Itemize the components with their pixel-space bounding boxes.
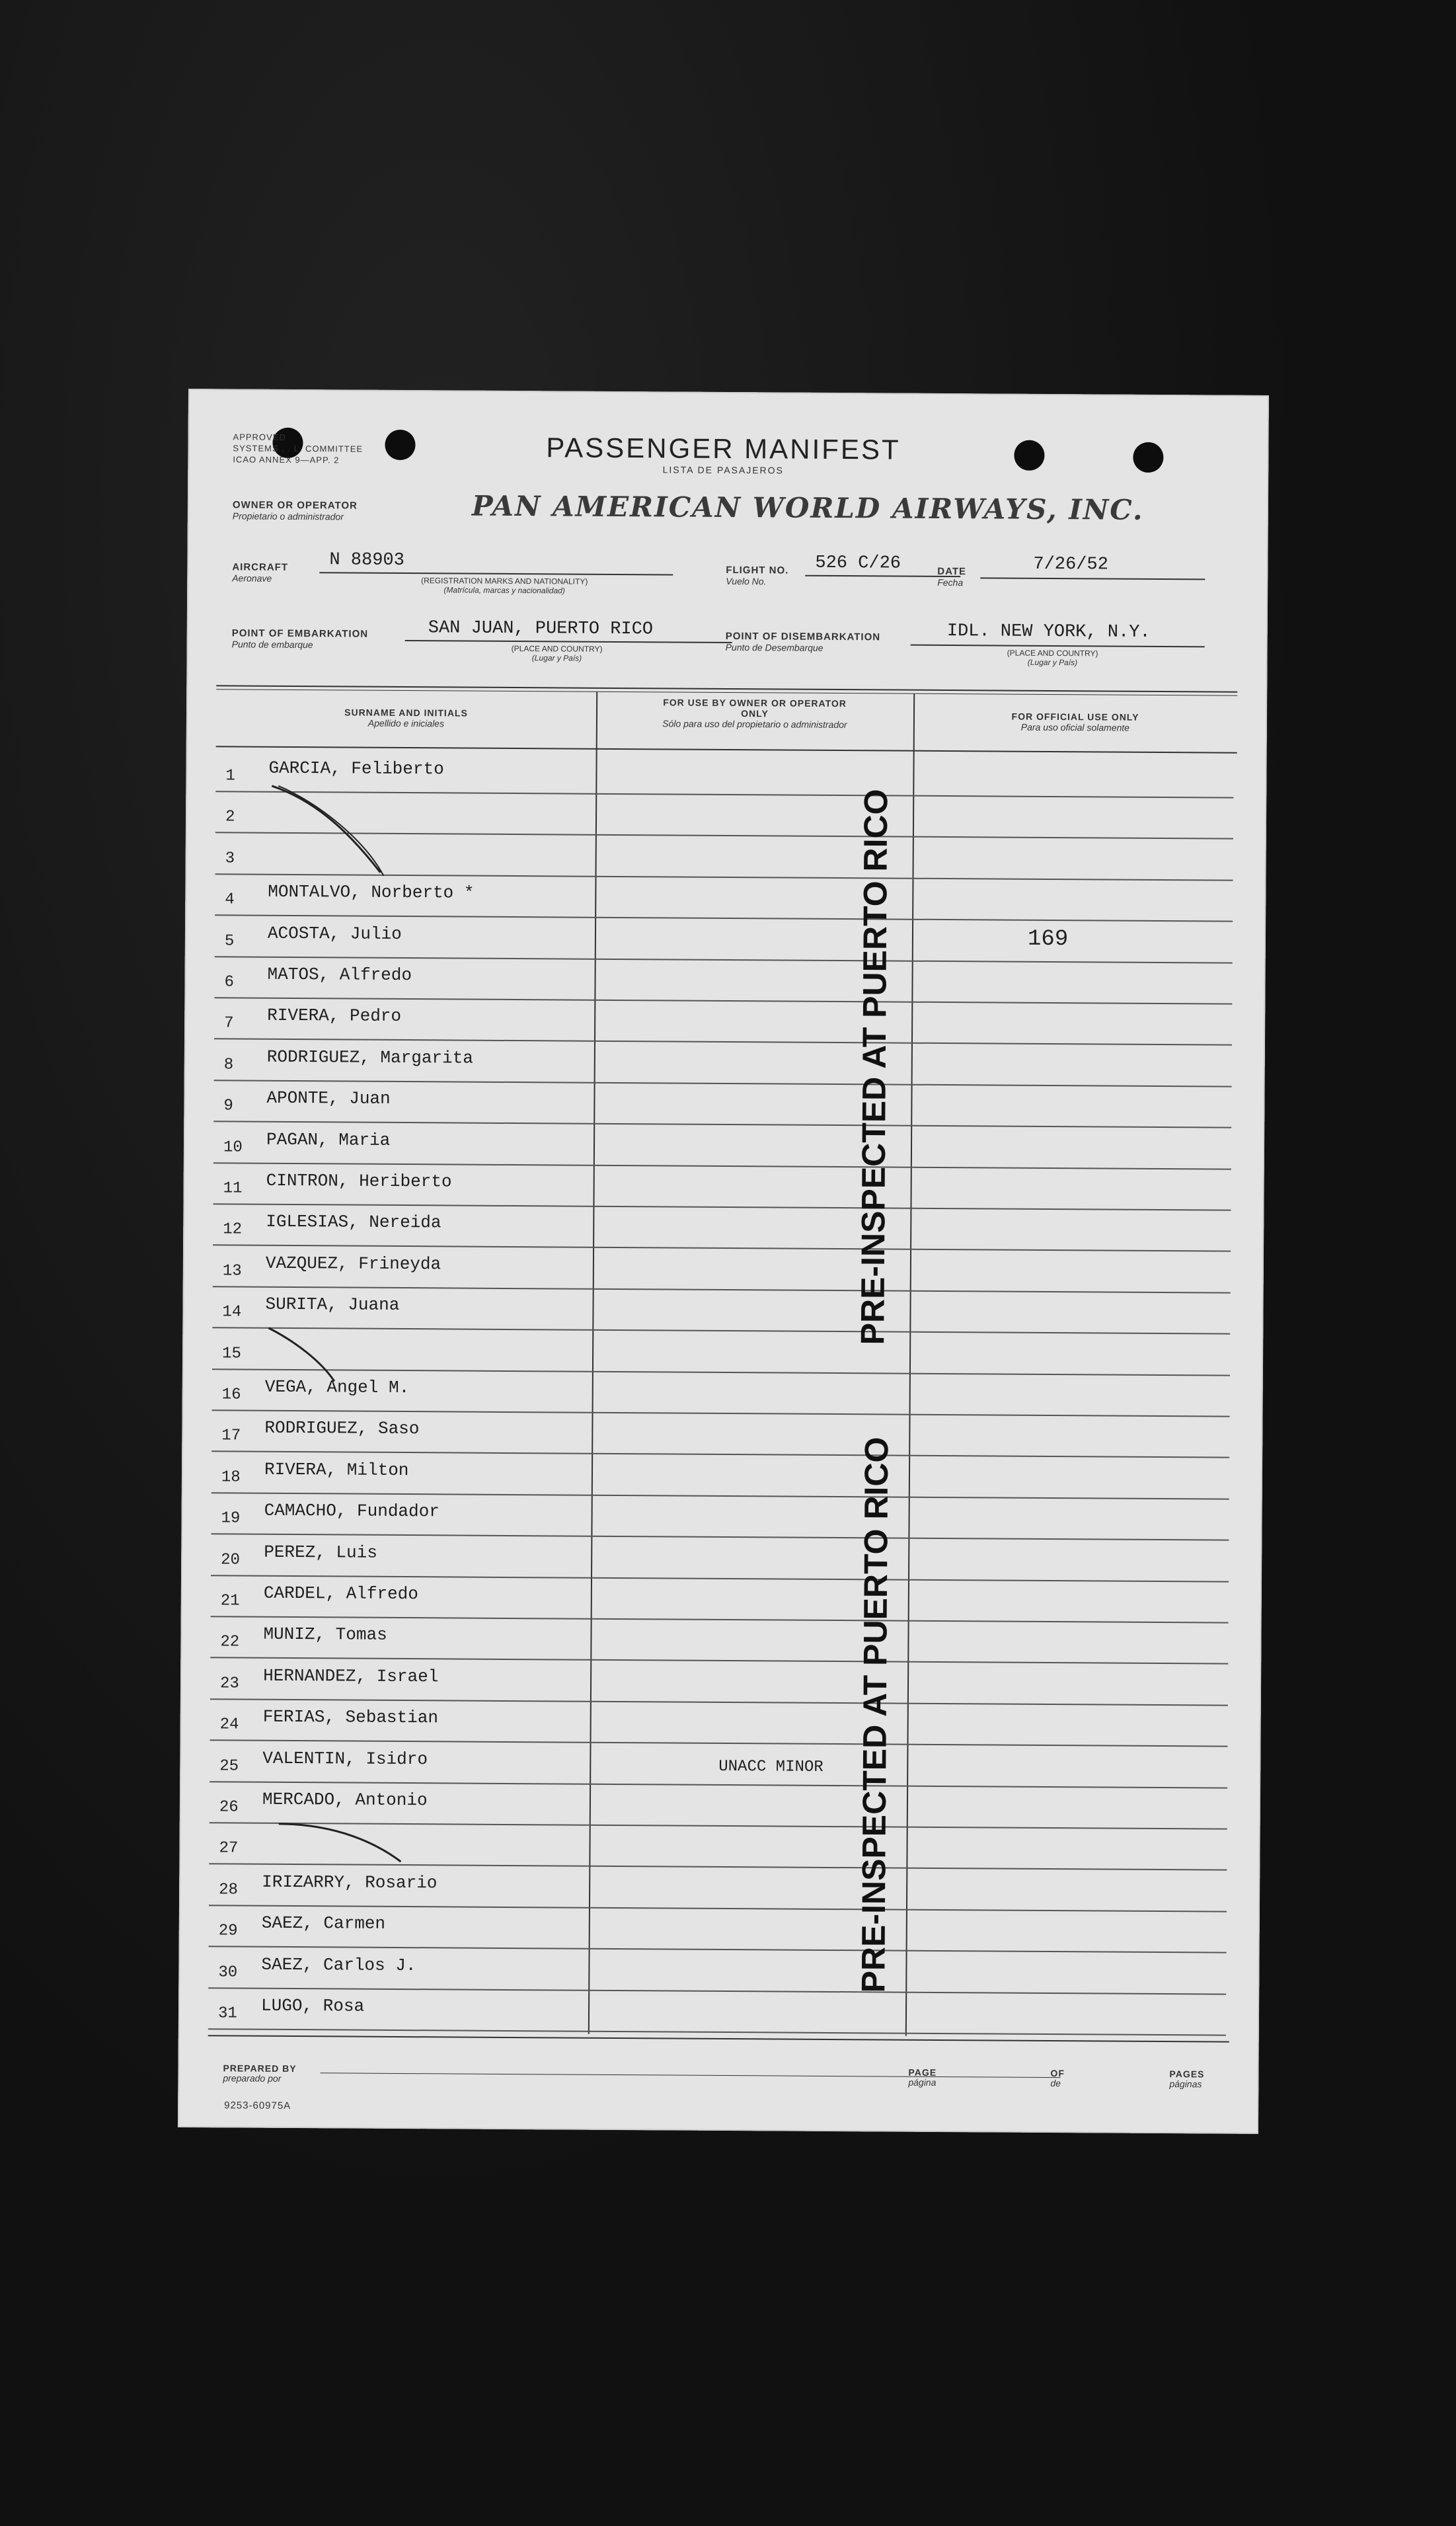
row-number: 10 [223, 1138, 243, 1157]
passenger-name: MUNIZ, Tomas [263, 1624, 387, 1645]
passenger-name: GARCIA, Feliberto [268, 758, 444, 779]
row-number: 14 [222, 1303, 242, 1322]
column-header-official: FOR OFFICIAL USE ONLY Para uso oficial solamente [1011, 711, 1139, 733]
passenger-name: PAGAN, Maria [266, 1129, 391, 1150]
column-header-surname: SURNAME AND INITIALS Apellido e iniciales [344, 707, 468, 729]
passenger-name: RODRIGUEZ, Margarita [266, 1046, 473, 1068]
approval-line: SYSTEMS . . L. COMMITTEE [233, 443, 364, 454]
owner-label: OWNER OR OPERATOR Propietario o administrador [232, 499, 358, 522]
passenger-name: CARDEL, Alfredo [263, 1583, 419, 1604]
page-label: PAGE página [908, 2067, 937, 2088]
passenger-name: RIVERA, Pedro [267, 1006, 402, 1027]
preinspected-stamp: PRE-INSPECTED AT PUERTO RICO [854, 789, 895, 1345]
official-note: 169 [1027, 926, 1069, 952]
strike-mark [268, 1328, 334, 1382]
strike-mark [278, 1824, 401, 1862]
of-label: OF de [1050, 2068, 1065, 2089]
passenger-name: IGLESIAS, Nereida [266, 1212, 441, 1233]
passenger-name: RODRIGUEZ, Saso [264, 1418, 420, 1439]
passenger-name: SAEZ, Carmen [261, 1913, 386, 1934]
row-number: 30 [218, 1963, 238, 1982]
flight-value: 526 C/26 [815, 553, 901, 574]
row-number: 1 [225, 767, 235, 785]
passenger-name: ACOSTA, Julio [267, 923, 402, 944]
form-title: PASSENGER MANIFEST [546, 432, 901, 465]
strike-marks [178, 389, 1269, 2134]
passenger-name: SURITA, Juana [265, 1294, 400, 1316]
owner-value: PAN AMERICAN WORLD AIRWAYS, INC. [471, 489, 1144, 526]
row-number: 9 [223, 1097, 233, 1115]
preinspected-stamp: PRE-INSPECTED AT PUERTO RICO [855, 1437, 896, 1993]
passenger-name: MATOS, Alfredo [267, 964, 412, 986]
passenger-name: VALENTIN, Isidro [262, 1748, 428, 1769]
owner-note: UNACC MINOR [718, 1757, 824, 1776]
disembark-value: IDL. NEW YORK, N.Y. [946, 621, 1151, 643]
row-number: 17 [221, 1427, 241, 1445]
passenger-name: MERCADO, Antonio [262, 1789, 428, 1811]
row-number: 29 [218, 1922, 238, 1940]
passenger-name: VAZQUEZ, Frineyda [265, 1253, 441, 1275]
passenger-name: FERIAS, Sebastian [262, 1706, 439, 1728]
row-number: 31 [217, 2004, 237, 2023]
row-number: 6 [224, 973, 235, 992]
passenger-name: HERNANDEZ, Israel [263, 1665, 439, 1687]
passenger-name: PEREZ, Luis [264, 1542, 377, 1563]
strike-mark [278, 786, 385, 876]
aircraft-label: AIRCRAFT Aeronave [232, 561, 289, 584]
passenger-name: RIVERA, Milton [264, 1459, 409, 1480]
passenger-name: CAMACHO, Fundador [264, 1500, 440, 1522]
row-number: 3 [225, 849, 235, 868]
passenger-name: SAEZ, Carlos J. [261, 1954, 416, 1975]
row-number: 26 [219, 1798, 239, 1817]
row-number: 25 [219, 1756, 239, 1776]
row-number: 12 [223, 1220, 243, 1239]
passenger-name: VEGA, Angel M. [264, 1376, 410, 1398]
column-header-owner: FOR USE BY OWNER OR OPERATOR ONLY Sólo para uso del propietario o administrador [662, 697, 847, 730]
date-label: DATE Fecha [937, 565, 967, 588]
row-number: 22 [220, 1633, 240, 1651]
row-number: 11 [223, 1179, 243, 1198]
disembark-sub: (PLACE AND COUNTRY) (Lugar y País) [1007, 648, 1098, 668]
date-value: 7/26/52 [1033, 554, 1108, 575]
embark-sub: (PLACE AND COUNTRY) (Lugar y País) [511, 643, 603, 663]
passenger-name: MONTALVO, Norberto * [268, 881, 475, 903]
row-number: 24 [219, 1716, 239, 1734]
row-number: 23 [219, 1675, 239, 1693]
disembark-label: POINT OF DISEMBARKATION Punto de Desembarque [725, 630, 881, 653]
row-number: 15 [222, 1344, 241, 1363]
form-subtitle: LISTA DE PASAJEROS [662, 464, 784, 476]
row-number: 18 [221, 1468, 241, 1487]
pages-label: PAGES páginas [1169, 2069, 1205, 2090]
strike-mark [272, 786, 381, 873]
row-number: 4 [225, 890, 235, 909]
row-number: 27 [219, 1839, 239, 1858]
row-number: 28 [219, 1881, 239, 1899]
passenger-name: APONTE, Juan [266, 1087, 391, 1109]
embark-label: POINT OF EMBARKATION Punto de embarque [231, 627, 369, 651]
approval-line: APPROVED [233, 432, 286, 442]
row-number: 21 [220, 1592, 240, 1610]
row-number: 8 [223, 1056, 234, 1074]
flight-label: FLIGHT NO. Vuelo No. [726, 564, 789, 587]
aircraft-sub: (REGISTRATION MARKS AND NATIONALITY) (Matrícula, marcas y nacionalidad) [421, 576, 588, 596]
aircraft-value: N 88903 [329, 550, 404, 571]
approval-line: ICAO ANNEX 9—APP. 2 [233, 454, 340, 465]
row-number: 19 [221, 1509, 241, 1528]
prepared-by-label: PREPARED BY preparado por [223, 2063, 297, 2084]
row-number: 5 [224, 931, 235, 951]
row-number: 13 [222, 1262, 242, 1281]
embark-value: SAN JUAN, PUERTO RICO [428, 618, 654, 640]
row-number: 2 [225, 808, 235, 826]
form-number: 9253-60975A [224, 2100, 291, 2112]
manifest-sheet [178, 389, 1269, 2134]
passenger-name: CINTRON, Heriberto [266, 1170, 452, 1192]
row-number: 20 [221, 1550, 241, 1569]
passenger-name: IRIZARRY, Rosario [262, 1872, 438, 1893]
row-number: 7 [224, 1014, 234, 1033]
passenger-name: LUGO, Rosa [260, 1995, 365, 2016]
row-number: 16 [221, 1386, 241, 1404]
